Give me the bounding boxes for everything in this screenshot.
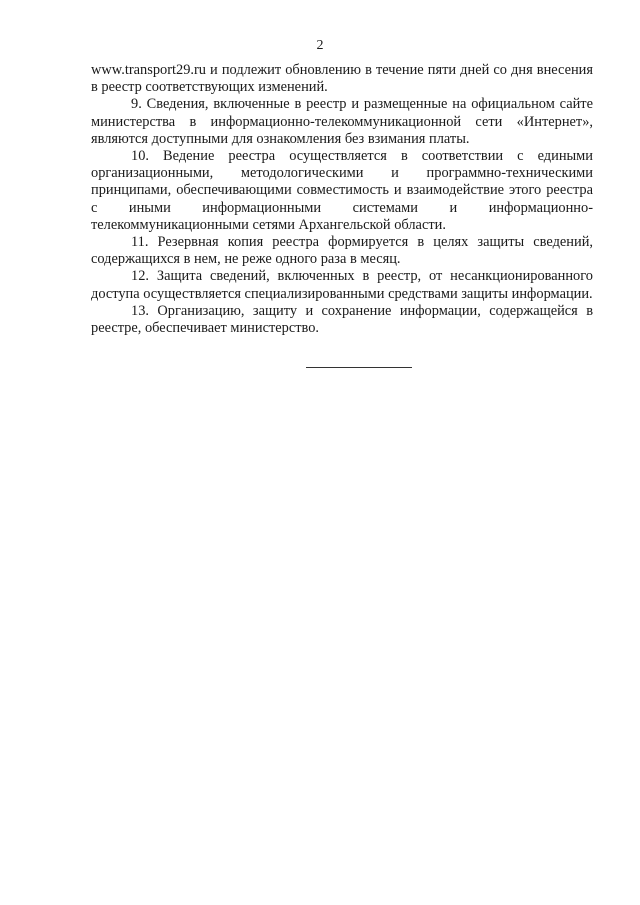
paragraph-item-13: 13. Организацию, защиту и сохранение информации, содержащейся в реестре, обеспечивает министерство. <box>91 302 593 337</box>
closing-divider-line <box>306 367 412 368</box>
paragraph-item-10: 10. Ведение реестра осуществляется в соответствии с едиными организационными, методологическими и программно-техническими принципами, обеспечивающими совместимость и взаимодействие этого реестра с иными информационными системами и информационно-телекоммуникационными сетями Архангельской области. <box>91 148 593 233</box>
paragraph-item-9: 9. Сведения, включенные в реестр и размещенные на официальном сайте министерства в информационно-телекоммуникационной сети «Интернет», являются доступными для ознакомления без взимания платы. <box>91 96 593 147</box>
page-number: 2 <box>316 38 324 53</box>
paragraph-item-12: 12. Защита сведений, включенных в реестр, от несанкционированного доступа осуществляется специализированными средствами защиты информации. <box>91 268 593 302</box>
paragraph-continuation: www.transport29.ru и подлежит обновлению в течение пяти дней со дня внесения в реестр соответствующих изменений. <box>91 62 593 96</box>
paragraph-item-11: 11. Резервная копия реестра формируется в целях защиты сведений, содержащихся в нем, не реже одного раза в месяц. <box>91 234 593 268</box>
document-body <box>91 62 593 337</box>
